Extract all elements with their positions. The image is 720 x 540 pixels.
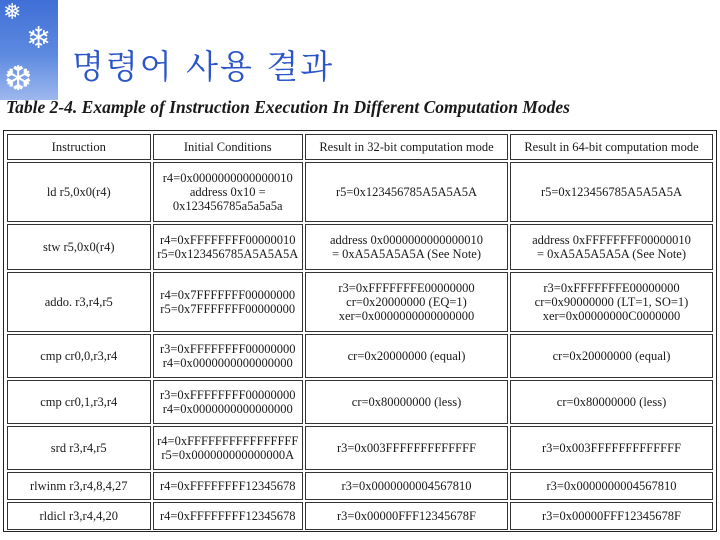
cell-result-32bit	[305, 426, 508, 470]
cell-initial-conditions	[153, 472, 304, 500]
cell-text-line: r3=0xFFFFFFFE00000000	[338, 281, 475, 295]
cell-instruction	[7, 162, 151, 222]
table-caption: Table 2-4. Example of Instruction Execution In Different Computation Modes	[6, 97, 570, 117]
cell-text-line: r5=0x123456785A5A5A5A	[540, 185, 683, 199]
cell-result-64bit	[510, 426, 713, 470]
cell-initial-conditions	[153, 272, 304, 332]
slide-title: 명령어 사용 결과	[72, 47, 335, 86]
cell-text-line: r3=0x0000000004567810	[341, 479, 472, 493]
cell-result-64bit	[510, 224, 713, 270]
cell-text-line: r4=0x0000000000000000	[162, 356, 293, 370]
column-header-result-32bit: Result in 32-bit computation mode	[305, 134, 508, 160]
cell-text-line: r5=0x123456785A5A5A5A	[335, 185, 478, 199]
cell-text-line: r4=0x0000000000000000	[162, 402, 293, 416]
table-row	[7, 502, 713, 530]
cell-text-line: stw r5,0x0(r4)	[42, 240, 115, 254]
cell-instruction	[7, 502, 151, 530]
instruction-table-frame	[3, 130, 717, 532]
cell-text-line: cmp cr0,0,r3,r4	[40, 349, 118, 363]
cell-text-line: r3=0xFFFFFFFE00000000	[543, 281, 680, 295]
snowflake-icon: ❆	[4, 59, 33, 99]
table-row	[7, 426, 713, 470]
table-row	[7, 380, 713, 424]
cell-result-64bit	[510, 380, 713, 424]
cell-text-line: r3=0x00000FFF12345678F	[541, 509, 682, 523]
cell-result-32bit	[305, 272, 508, 332]
cell-result-32bit	[305, 502, 508, 530]
cell-text-line: address 0xFFFFFFFF00000010	[532, 233, 691, 247]
cell-text-line: xer=0x00000000C0000000	[542, 309, 681, 323]
cell-initial-conditions	[153, 334, 304, 378]
cell-initial-conditions	[153, 224, 304, 270]
cell-text-line: r3=0x0000000004567810	[546, 479, 677, 493]
cell-text-line: cr=0x90000000 (LT=1, SO=1)	[534, 295, 689, 309]
table-row	[7, 224, 713, 270]
table-row	[7, 472, 713, 500]
cell-text-line: rlwinm r3,r4,8,4,27	[29, 479, 128, 493]
snowflake-icon: ❅	[3, 0, 22, 25]
cell-text-line: r4=0xFFFFFFFF12345678	[159, 509, 296, 523]
cell-text-line: 0x123456785a5a5a5a	[172, 199, 283, 213]
snowflake-icon: ❄	[26, 21, 52, 56]
cell-text-line: r3=0xFFFFFFFF00000000	[159, 342, 296, 356]
cell-result-64bit	[510, 502, 713, 530]
cell-result-32bit	[305, 334, 508, 378]
cell-text-line: r4=0xFFFFFFFF00000010	[159, 233, 296, 247]
cell-initial-conditions	[153, 380, 304, 424]
corner-decoration	[0, 0, 58, 100]
cell-instruction	[7, 224, 151, 270]
cell-text-line: ld r5,0x0(r4)	[46, 185, 111, 199]
cell-text-line: r4=0x0000000000000010	[162, 171, 293, 185]
cell-text-line: cr=0x20000000 (EQ=1)	[346, 295, 467, 309]
cell-text-line: rldicl r3,r4,4,20	[39, 509, 118, 523]
cell-result-64bit	[510, 162, 713, 222]
cell-instruction	[7, 380, 151, 424]
cell-initial-conditions	[153, 426, 304, 470]
cell-text-line: cr=0x20000000 (equal)	[552, 349, 671, 363]
cell-text-line: address 0x0000000000000010	[329, 233, 484, 247]
cell-text-line: cr=0x80000000 (less)	[556, 395, 667, 409]
cell-text-line: r3=0x00000FFF12345678F	[336, 509, 477, 523]
cell-result-32bit	[305, 224, 508, 270]
cell-text-line: r5=0x7FFFFFFF00000000	[160, 302, 296, 316]
cell-text-line: srd r3,r4,r5	[50, 441, 107, 455]
cell-text-line: cr=0x80000000 (less)	[351, 395, 462, 409]
cell-result-32bit	[305, 380, 508, 424]
cell-text-line: cmp cr0,1,r3,r4	[40, 395, 118, 409]
table-row	[7, 272, 713, 332]
cell-result-64bit	[510, 272, 713, 332]
cell-text-line: = 0xA5A5A5A5A (See Note)	[331, 247, 482, 261]
cell-instruction	[7, 426, 151, 470]
cell-text-line: addo. r3,r4,r5	[44, 295, 113, 309]
cell-result-64bit	[510, 334, 713, 378]
cell-instruction	[7, 334, 151, 378]
cell-result-32bit	[305, 472, 508, 500]
cell-instruction	[7, 472, 151, 500]
table-row	[7, 334, 713, 378]
instruction-table	[5, 132, 715, 532]
cell-text-line: r3=0xFFFFFFFF00000000	[159, 388, 296, 402]
cell-text-line: r4=0x7FFFFFFF00000000	[160, 288, 296, 302]
column-header-initial-conditions: Initial Conditions	[153, 134, 304, 160]
cell-text-line: r4=0xFFFFFFFFFFFFFFFF	[157, 434, 299, 448]
cell-initial-conditions	[153, 162, 304, 222]
cell-text-line: cr=0x20000000 (equal)	[347, 349, 466, 363]
cell-text-line: r3=0x003FFFFFFFFFFFFF	[541, 441, 682, 455]
cell-text-line: r4=0xFFFFFFFF12345678	[159, 479, 296, 493]
cell-result-32bit	[305, 162, 508, 222]
cell-text-line: r3=0x003FFFFFFFFFFFFF	[336, 441, 477, 455]
column-header-instruction: Instruction	[7, 134, 151, 160]
table-header-row	[7, 134, 713, 160]
cell-text-line: xer=0x0000000000000000	[338, 309, 475, 323]
cell-text-line: r5=0x000000000000000A	[161, 448, 295, 462]
column-header-result-64bit: Result in 64-bit computation mode	[510, 134, 713, 160]
cell-instruction	[7, 272, 151, 332]
cell-result-64bit	[510, 472, 713, 500]
cell-initial-conditions	[153, 502, 304, 530]
cell-text-line: address 0x10 =	[189, 185, 266, 199]
cell-text-line: = 0xA5A5A5A5A (See Note)	[536, 247, 687, 261]
cell-text-line: r5=0x123456785A5A5A5A	[157, 247, 299, 261]
table-row	[7, 162, 713, 222]
